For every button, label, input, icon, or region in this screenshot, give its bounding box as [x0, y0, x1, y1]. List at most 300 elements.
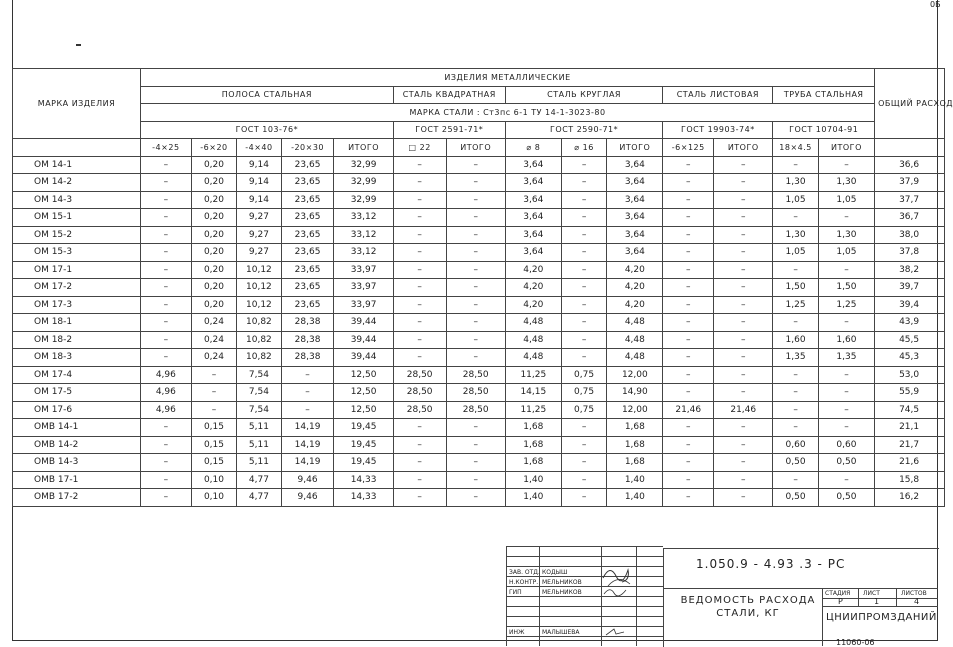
value-cell: 32,99: [334, 191, 393, 209]
value-cell: –: [663, 174, 714, 192]
value-cell: –: [663, 366, 714, 384]
value-cell: 0,24: [191, 314, 236, 332]
group-header-strip: ПОЛОСА СТАЛЬНАЯ: [140, 86, 393, 104]
value-cell: 1,40: [505, 471, 561, 489]
value-cell: 4,77: [237, 489, 281, 507]
total-cell: 36,6: [875, 156, 945, 174]
value-cell: –: [714, 349, 773, 367]
value-cell: 4,20: [505, 296, 561, 314]
value-cell: 23,65: [281, 191, 334, 209]
value-cell: 0,50: [818, 454, 874, 472]
value-cell: 14,19: [281, 454, 334, 472]
value-cell: 3,64: [607, 156, 663, 174]
subheader-cell: ИТОГО: [607, 139, 663, 157]
value-cell: 9,46: [281, 489, 334, 507]
value-cell: –: [663, 471, 714, 489]
item-mark-cell: ОМ 18-2: [13, 331, 141, 349]
value-cell: –: [714, 384, 773, 402]
subheader-cell: -20×30: [281, 139, 334, 157]
table-row: [13, 366, 945, 384]
item-mark-cell: ОМ 15-1: [13, 209, 141, 227]
total-cell: 15,8: [875, 471, 945, 489]
table-row: [13, 401, 945, 419]
value-cell: 0,20: [191, 226, 236, 244]
value-cell: –: [714, 244, 773, 262]
value-cell: –: [393, 209, 446, 227]
signature-mark: [602, 586, 632, 596]
total-cell: 21,1: [875, 419, 945, 437]
value-cell: 4,20: [505, 261, 561, 279]
value-cell: 33,97: [334, 279, 393, 297]
value-cell: 0,75: [561, 366, 606, 384]
value-cell: 1,50: [773, 279, 818, 297]
value-cell: 0,20: [191, 296, 236, 314]
value-cell: 33,12: [334, 226, 393, 244]
value-cell: 7,54: [237, 401, 281, 419]
value-cell: 3,64: [505, 209, 561, 227]
value-cell: –: [140, 279, 191, 297]
value-cell: –: [663, 454, 714, 472]
value-cell: 39,44: [334, 331, 393, 349]
value-cell: 32,99: [334, 156, 393, 174]
value-cell: –: [140, 419, 191, 437]
value-cell: 28,38: [281, 314, 334, 332]
sheet-number-fragment: 0Б: [930, 0, 941, 9]
value-cell: 1,30: [773, 226, 818, 244]
value-cell: –: [818, 261, 874, 279]
value-cell: 28,50: [393, 384, 446, 402]
value-cell: –: [714, 279, 773, 297]
value-cell: 28,50: [393, 366, 446, 384]
value-cell: –: [561, 209, 606, 227]
value-cell: –: [446, 349, 505, 367]
value-cell: –: [561, 279, 606, 297]
value-cell: 23,65: [281, 296, 334, 314]
value-cell: –: [140, 174, 191, 192]
name-head: КОДЫШ: [542, 569, 568, 576]
value-cell: –: [140, 349, 191, 367]
value-cell: –: [818, 314, 874, 332]
value-cell: 21,46: [714, 401, 773, 419]
value-cell: 0,50: [773, 454, 818, 472]
value-cell: 14,15: [505, 384, 561, 402]
value-cell: –: [446, 244, 505, 262]
value-cell: –: [561, 331, 606, 349]
value-cell: 5,11: [237, 436, 281, 454]
total-cell: 38,2: [875, 261, 945, 279]
sheet-header: ЛИСТ: [863, 590, 880, 597]
document-code: 1.050.9 - 4.93 .3 - РС: [696, 557, 846, 571]
total-cell: 45,3: [875, 349, 945, 367]
table-row: [13, 244, 945, 262]
value-cell: 1,50: [818, 279, 874, 297]
value-cell: 4,48: [607, 349, 663, 367]
value-cell: 9,14: [237, 191, 281, 209]
value-cell: 1,30: [818, 174, 874, 192]
value-cell: 9,14: [237, 156, 281, 174]
item-mark-cell: ОМВ 17-2: [13, 489, 141, 507]
table-row: [13, 209, 945, 227]
value-cell: –: [561, 174, 606, 192]
subheader-cell: -6×20: [191, 139, 236, 157]
value-cell: 4,48: [607, 314, 663, 332]
value-cell: 0,20: [191, 174, 236, 192]
subheader-cell: -4×25: [140, 139, 191, 157]
table-row: [13, 191, 945, 209]
item-mark-cell: ОМ 17-5: [13, 384, 141, 402]
value-cell: –: [663, 191, 714, 209]
document-title: ВЕДОМОСТЬ РАСХОДА СТАЛИ, КГ: [680, 595, 816, 619]
value-cell: –: [773, 209, 818, 227]
value-cell: –: [446, 331, 505, 349]
table-row: [13, 261, 945, 279]
value-cell: 4,48: [505, 349, 561, 367]
subheader-cell: -4×40: [237, 139, 281, 157]
value-cell: –: [393, 174, 446, 192]
table-row: [13, 314, 945, 332]
title-divider-v: [896, 588, 897, 606]
value-cell: 1,30: [818, 226, 874, 244]
role-engineer: ИНЖ: [509, 629, 525, 636]
value-cell: 23,65: [281, 261, 334, 279]
sheet-value: 1: [874, 597, 880, 606]
gost-pipe: ГОСТ 10704-91: [773, 121, 875, 139]
steel-consumption-table: [12, 68, 953, 507]
value-cell: 4,20: [607, 296, 663, 314]
value-cell: 1,25: [818, 296, 874, 314]
value-cell: 1,35: [818, 349, 874, 367]
value-cell: –: [561, 191, 606, 209]
value-cell: –: [191, 366, 236, 384]
gost-square: ГОСТ 2591-71*: [393, 121, 505, 139]
sheets-header: ЛИСТОВ: [901, 590, 927, 597]
value-cell: 1,68: [607, 419, 663, 437]
subheader-cell: □ 22: [393, 139, 446, 157]
value-cell: 0,50: [818, 489, 874, 507]
value-cell: –: [714, 471, 773, 489]
gost-round: ГОСТ 2590-71*: [505, 121, 663, 139]
value-cell: –: [140, 296, 191, 314]
value-cell: –: [393, 454, 446, 472]
value-cell: 0,60: [818, 436, 874, 454]
value-cell: –: [663, 419, 714, 437]
value-cell: –: [773, 401, 818, 419]
archive-code: 11060-06: [836, 638, 875, 647]
value-cell: –: [714, 366, 773, 384]
value-cell: –: [446, 279, 505, 297]
total-cell: 53,0: [875, 366, 945, 384]
name-control: МЕЛЬНИКОВ: [542, 579, 582, 586]
value-cell: –: [561, 314, 606, 332]
value-cell: 5,11: [237, 419, 281, 437]
column-mark-header: МАРКА ИЗДЕЛИЯ: [13, 69, 141, 139]
table-row: [13, 454, 945, 472]
value-cell: –: [773, 419, 818, 437]
value-cell: 0,60: [773, 436, 818, 454]
table-row: [13, 471, 945, 489]
value-cell: –: [281, 366, 334, 384]
subheader-spacer: [13, 139, 141, 157]
value-cell: 3,64: [607, 244, 663, 262]
value-cell: –: [714, 156, 773, 174]
value-cell: –: [714, 209, 773, 227]
value-cell: –: [446, 436, 505, 454]
value-cell: 4,48: [505, 331, 561, 349]
value-cell: 23,65: [281, 226, 334, 244]
value-cell: 12,50: [334, 401, 393, 419]
value-cell: 21,46: [663, 401, 714, 419]
value-cell: –: [773, 471, 818, 489]
value-cell: 4,20: [607, 261, 663, 279]
value-cell: –: [140, 436, 191, 454]
value-cell: 1,68: [505, 419, 561, 437]
value-cell: –: [446, 191, 505, 209]
value-cell: 39,44: [334, 314, 393, 332]
value-cell: 11,25: [505, 401, 561, 419]
value-cell: 4,20: [607, 279, 663, 297]
value-cell: 9,27: [237, 244, 281, 262]
value-cell: –: [140, 191, 191, 209]
value-cell: 1,05: [818, 244, 874, 262]
value-cell: 10,82: [237, 314, 281, 332]
value-cell: –: [663, 349, 714, 367]
value-cell: –: [561, 471, 606, 489]
value-cell: 14,33: [334, 489, 393, 507]
value-cell: 10,12: [237, 296, 281, 314]
value-cell: 39,44: [334, 349, 393, 367]
value-cell: 10,82: [237, 349, 281, 367]
value-cell: 3,64: [607, 191, 663, 209]
total-cell: 37,7: [875, 191, 945, 209]
name-chief: МЕЛЬНИКОВ: [542, 589, 582, 596]
value-cell: –: [446, 454, 505, 472]
role-control: Н.КОНТР.: [509, 579, 539, 586]
value-cell: 3,64: [607, 226, 663, 244]
value-cell: –: [561, 226, 606, 244]
value-cell: –: [140, 454, 191, 472]
group-header-pipe: ТРУБА СТАЛЬНАЯ: [773, 86, 875, 104]
value-cell: –: [140, 471, 191, 489]
value-cell: –: [714, 261, 773, 279]
value-cell: 0,24: [191, 331, 236, 349]
value-cell: –: [446, 296, 505, 314]
value-cell: –: [714, 436, 773, 454]
group-header-sheet: СТАЛЬ ЛИСТОВАЯ: [663, 86, 773, 104]
grid-line: [506, 636, 663, 637]
value-cell: 0,75: [561, 384, 606, 402]
value-cell: 1,40: [607, 489, 663, 507]
value-cell: 12,50: [334, 384, 393, 402]
stage-value: Р: [838, 597, 843, 606]
value-cell: –: [818, 209, 874, 227]
value-cell: –: [663, 314, 714, 332]
table-row: [13, 226, 945, 244]
value-cell: –: [446, 489, 505, 507]
value-cell: –: [446, 471, 505, 489]
value-cell: –: [663, 384, 714, 402]
value-cell: 28,38: [281, 349, 334, 367]
total-cell: 21,6: [875, 454, 945, 472]
value-cell: 0,24: [191, 349, 236, 367]
value-cell: 4,48: [607, 331, 663, 349]
item-mark-cell: ОМ 17-2: [13, 279, 141, 297]
item-mark-cell: ОМВ 17-1: [13, 471, 141, 489]
value-cell: –: [714, 454, 773, 472]
item-mark-cell: ОМ 14-2: [13, 174, 141, 192]
value-cell: 28,50: [446, 366, 505, 384]
value-cell: –: [140, 331, 191, 349]
value-cell: –: [663, 261, 714, 279]
subheader-cell: ИТОГО: [714, 139, 773, 157]
value-cell: 23,65: [281, 244, 334, 262]
value-cell: 10,82: [237, 331, 281, 349]
value-cell: 14,90: [607, 384, 663, 402]
value-cell: –: [714, 226, 773, 244]
title-divider: [822, 606, 938, 607]
value-cell: –: [561, 454, 606, 472]
value-cell: –: [561, 436, 606, 454]
value-cell: –: [714, 331, 773, 349]
table-row: [13, 296, 945, 314]
value-cell: –: [393, 314, 446, 332]
value-cell: 5,11: [237, 454, 281, 472]
value-cell: 1,68: [505, 454, 561, 472]
item-mark-cell: ОМ 18-1: [13, 314, 141, 332]
table-row: [13, 489, 945, 507]
organization-name: ЦНИИПРОМЗДАНИЙ: [826, 612, 937, 623]
value-cell: 12,50: [334, 366, 393, 384]
value-cell: –: [663, 209, 714, 227]
value-cell: 0,15: [191, 436, 236, 454]
item-mark-cell: ОМ 17-4: [13, 366, 141, 384]
value-cell: –: [561, 349, 606, 367]
value-cell: 1,60: [818, 331, 874, 349]
value-cell: 1,68: [607, 454, 663, 472]
value-cell: –: [714, 419, 773, 437]
value-cell: 10,12: [237, 279, 281, 297]
total-cell: 39,7: [875, 279, 945, 297]
value-cell: –: [393, 156, 446, 174]
value-cell: 4,96: [140, 401, 191, 419]
value-cell: –: [663, 244, 714, 262]
value-cell: 28,50: [446, 401, 505, 419]
value-cell: 33,97: [334, 261, 393, 279]
value-cell: –: [714, 191, 773, 209]
value-cell: –: [393, 419, 446, 437]
value-cell: –: [140, 226, 191, 244]
value-cell: –: [281, 384, 334, 402]
item-mark-cell: ОМ 17-1: [13, 261, 141, 279]
value-cell: 1,05: [773, 191, 818, 209]
value-cell: –: [818, 471, 874, 489]
grid-line: [506, 616, 663, 617]
value-cell: –: [818, 156, 874, 174]
value-cell: 3,64: [505, 174, 561, 192]
total-cell: 38,0: [875, 226, 945, 244]
value-cell: –: [663, 156, 714, 174]
value-cell: –: [140, 244, 191, 262]
value-cell: 9,27: [237, 209, 281, 227]
value-cell: 1,25: [773, 296, 818, 314]
value-cell: 14,19: [281, 419, 334, 437]
table-row: [13, 419, 945, 437]
value-cell: 1,05: [818, 191, 874, 209]
value-cell: –: [393, 226, 446, 244]
stage-header: СТАДИЯ: [825, 590, 851, 597]
value-cell: 3,64: [505, 226, 561, 244]
title-divider-v: [858, 588, 859, 606]
value-cell: 1,40: [607, 471, 663, 489]
value-cell: –: [446, 156, 505, 174]
grid-line: [506, 556, 663, 557]
value-cell: 3,64: [607, 209, 663, 227]
value-cell: 14,33: [334, 471, 393, 489]
value-cell: –: [446, 226, 505, 244]
value-cell: 0,15: [191, 454, 236, 472]
value-cell: 3,64: [505, 244, 561, 262]
value-cell: 12,00: [607, 401, 663, 419]
value-cell: 0,10: [191, 471, 236, 489]
value-cell: –: [393, 296, 446, 314]
value-cell: –: [393, 279, 446, 297]
item-mark-cell: ОМ 17-3: [13, 296, 141, 314]
item-mark-cell: ОМВ 14-3: [13, 454, 141, 472]
total-cell: 45,5: [875, 331, 945, 349]
grid-line: [506, 606, 663, 607]
value-cell: –: [714, 174, 773, 192]
value-cell: 23,65: [281, 156, 334, 174]
value-cell: –: [663, 226, 714, 244]
value-cell: 0,10: [191, 489, 236, 507]
gost-strip: ГОСТ 103-76*: [140, 121, 393, 139]
value-cell: 0,20: [191, 261, 236, 279]
total-cell: 21,7: [875, 436, 945, 454]
group-header-round: СТАЛЬ КРУГЛАЯ: [505, 86, 663, 104]
subheader-cell: -6×125: [663, 139, 714, 157]
value-cell: –: [773, 261, 818, 279]
value-cell: –: [818, 384, 874, 402]
signature-mark: [602, 626, 632, 638]
value-cell: 4,77: [237, 471, 281, 489]
grid-line: [539, 546, 540, 646]
item-mark-cell: ОМ 15-2: [13, 226, 141, 244]
value-cell: –: [191, 401, 236, 419]
value-cell: 4,48: [505, 314, 561, 332]
group-header-metal: ИЗДЕЛИЯ МЕТАЛЛИЧЕСКИЕ: [140, 69, 874, 87]
item-mark-cell: ОМ 14-3: [13, 191, 141, 209]
value-cell: 23,65: [281, 174, 334, 192]
value-cell: –: [140, 314, 191, 332]
table-row: [13, 156, 945, 174]
value-cell: –: [140, 489, 191, 507]
value-cell: 1,68: [607, 436, 663, 454]
value-cell: –: [281, 401, 334, 419]
item-mark-cell: ОМ 17-6: [13, 401, 141, 419]
value-cell: –: [446, 174, 505, 192]
value-cell: 33,97: [334, 296, 393, 314]
value-cell: –: [818, 401, 874, 419]
value-cell: –: [773, 314, 818, 332]
value-cell: 0,15: [191, 419, 236, 437]
subheader-spacer: [875, 139, 945, 157]
table-row: [13, 349, 945, 367]
value-cell: 0,20: [191, 156, 236, 174]
value-cell: –: [561, 419, 606, 437]
value-cell: 23,65: [281, 209, 334, 227]
dash-mark: [76, 44, 81, 46]
role-head: ЗАВ. ОТД.: [509, 569, 540, 576]
value-cell: –: [663, 489, 714, 507]
